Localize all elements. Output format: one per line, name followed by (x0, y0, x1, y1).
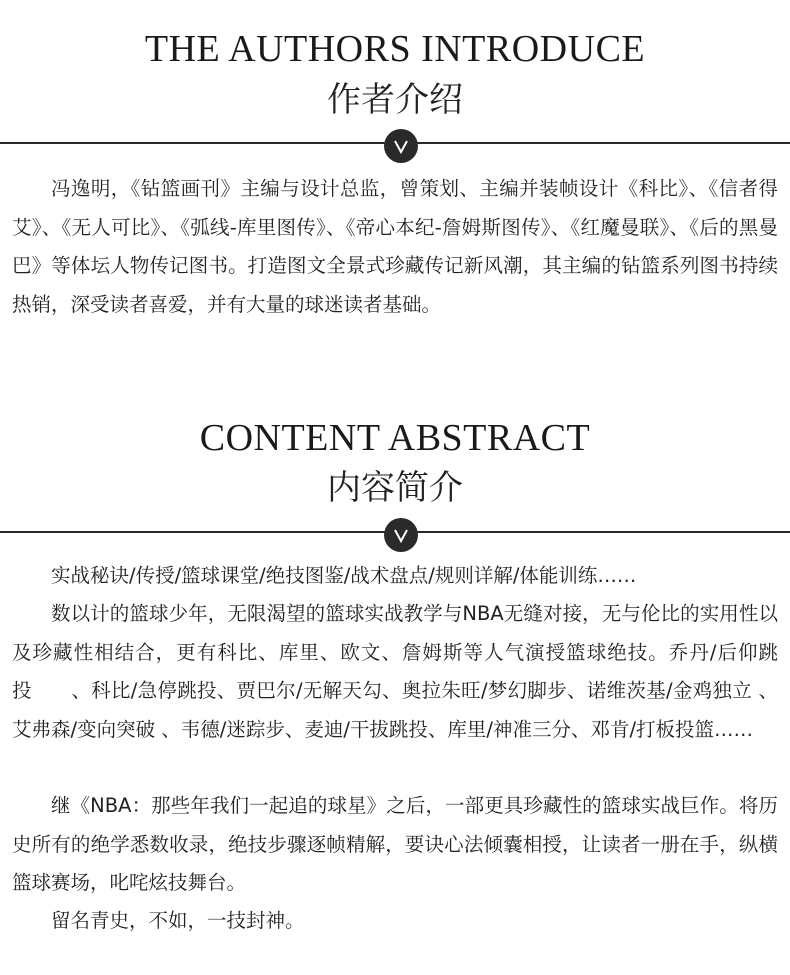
chevron-down-icon (384, 518, 418, 552)
abstract-paragraph-4: 留名青史，不如，一技封神。 (51, 909, 305, 932)
abstract-paragraph-3: 继《NBA：那些年我们一起追的球星》之后，一部更具珍藏性的篮球实战巨作。将历史所有的绝学悉数收录，绝技步骤逐帧精解，要诀心法倾囊相授，让读者一册在手，纵横篮球赛场，叱咤炫技舞台。 (12, 794, 778, 894)
abstract-paragraph-1: 实战秘诀/传授/篮球课堂/绝技图鉴/战术盘点/规则详解/体能训练…… (51, 564, 637, 587)
abstract-title-cn: 内容简介 (327, 468, 463, 508)
authors-title-en: THE AUTHORS INTRODUCE (144, 28, 646, 70)
abstract-title-en: CONTENT ABSTRACT (199, 417, 591, 459)
chevron-down-icon (384, 129, 418, 163)
abstract-paragraph-2: 数以计的篮球少年，无限渴望的篮球实战教学与NBA无缝对接，无与伦比的实用性以及珍藏性相结合，更有科比、库里、欧文、詹姆斯等人气演授篮球绝技。乔丹/后仰跳投 、科比/急停跳投、贾巴尔/无解天勾、奥拉朱旺/梦幻脚步、诺维茨基/金鸡独立 、艾弗森/变向突破 、韦德/迷踪步、麦迪/干拔跳投、库里/神准三分、邓肯/打板投篮…… (12, 602, 778, 741)
authors-title-cn: 作者介绍 (327, 80, 463, 120)
authors-paragraph: 冯逸明，《钻篮画刊》主编与设计总监，曾策划、主编并装帧设计《科比》、《信者得艾》、《无人可比》、《弧线-库里图传》、《帝心本纪-詹姆斯图传》、《红魔曼联》、《后的黑曼巴》等体坛人物传记图书。打造图文全景式珍藏传记新风潮，其主编的钻篮系列图书持续热销，深受读者喜爱，并有大量的球迷读者基础。 (12, 177, 778, 316)
